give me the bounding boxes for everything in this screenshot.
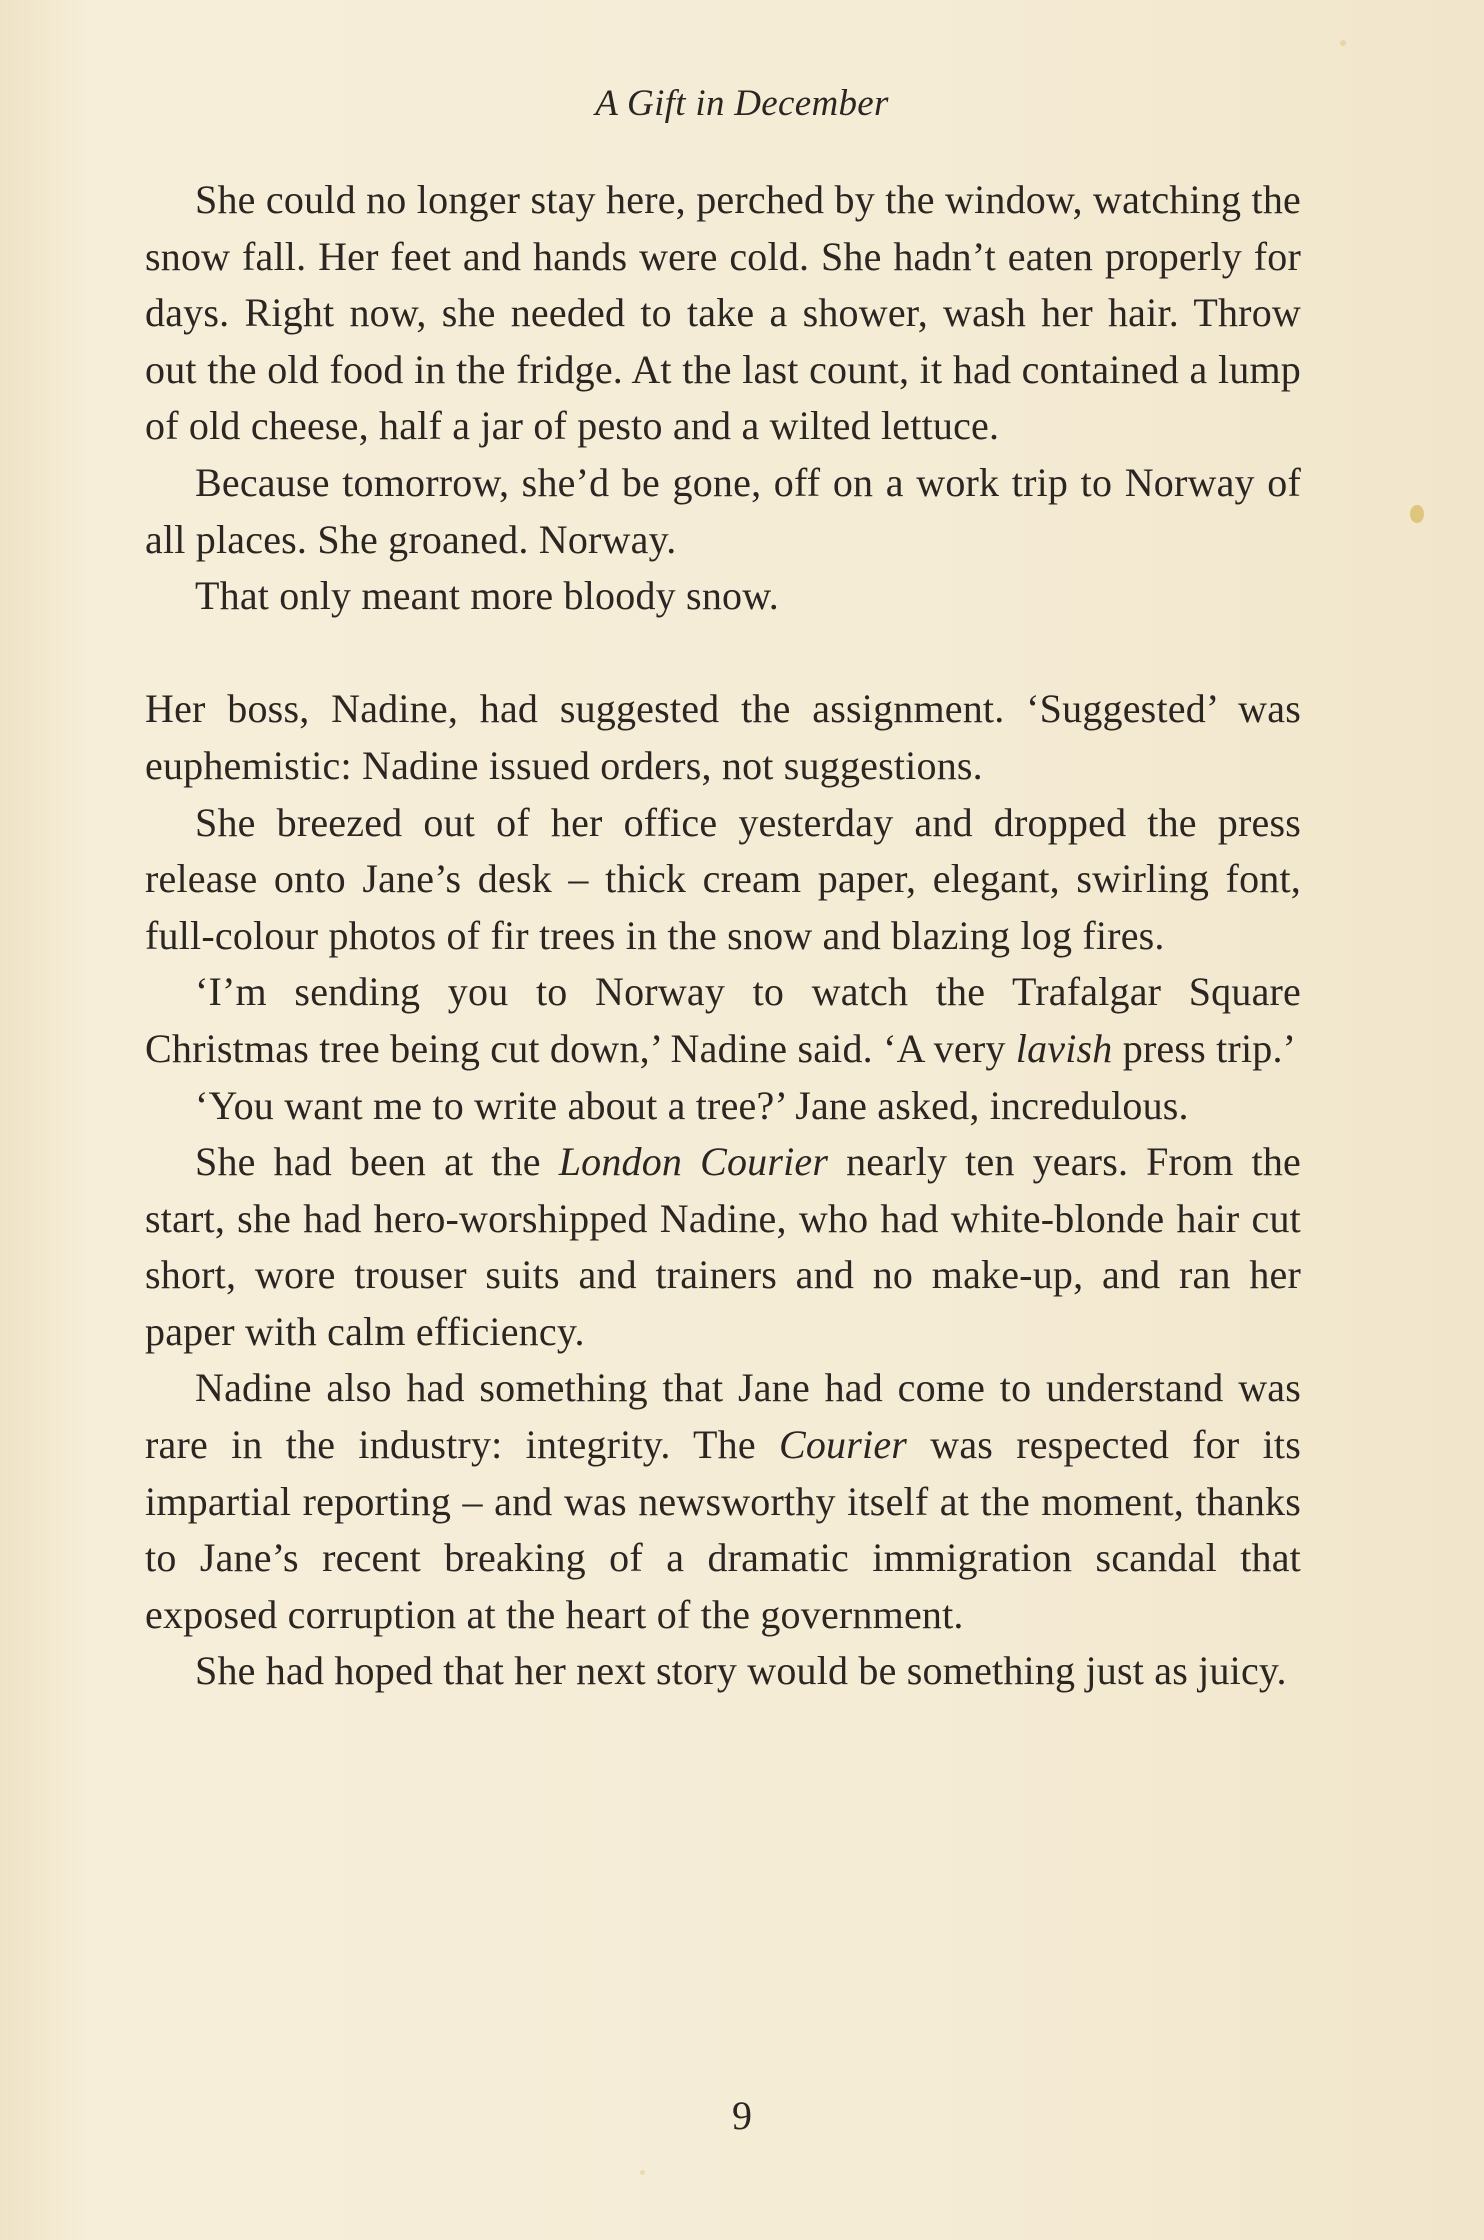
paragraph-6-text-a: ‘I’m sending you to Norway to watch the Trafalgar Square Christmas tree being cut down,’ Nadine said. ‘A very xyxy=(145,969,1301,1071)
paper-speck xyxy=(1410,505,1424,523)
paper-speck xyxy=(1340,40,1346,46)
paragraph-8-text-a: She had been at the xyxy=(195,1139,559,1185)
paragraph-8-text-b: nearly ten years. From the start, she had hero-worshipped Nadine, who had white-blonde hair cut short, wore trouser suits and trainers and no make-up, and ran her paper with calm efficiency. xyxy=(145,1139,1301,1354)
paragraph-8-italic: London Courier xyxy=(558,1139,829,1185)
paragraph-9 xyxy=(145,1360,1301,1643)
paragraph-10: She had hoped that her next story would be something just as juicy. xyxy=(195,1648,1287,1694)
paragraph-2: Because tomorrow, she’d be gone, off on a work trip to Norway of all places. She groaned. Norway. xyxy=(145,459,1301,562)
paragraph-6-text-b: press trip.’ xyxy=(1112,1025,1297,1071)
paragraph-6-italic: lavish xyxy=(1015,1025,1113,1071)
paragraph-3: That only meant more bloody snow. xyxy=(195,573,779,619)
paper-speck xyxy=(640,2170,645,2175)
page-number: 9 xyxy=(732,2093,752,2138)
paragraph-1: She could no longer stay here, perched by the window, watching the snow fall. Her feet and hands were cold. She hadn’t eaten properly for days. Right now, she needed to take a shower, wash her hair. Throw out the old food in the fridge. At the last count, it had contained a lump of old cheese, half a jar of pesto and a wilted lettuce. xyxy=(145,177,1301,449)
paragraph-4: Her boss, Nadine, had suggested the assignment. ‘Suggested’ was euphemistic: Nadine issued orders, not suggestions. xyxy=(145,686,1301,788)
paragraph-9-italic: Courier xyxy=(778,1422,908,1468)
running-head: A Gift in December xyxy=(595,83,889,124)
paragraph-9-text-b: was respected for its impartial reporting – and was newsworthy itself at the moment, thanks to Jane’s recent breaking of a dramatic immigration scandal that exposed corruption at the heart of the government. xyxy=(145,1422,1301,1637)
paragraph-9-text-a: Nadine also had something that Jane had come to understand was rare in the industry: integrity. The xyxy=(145,1365,1301,1468)
paragraph-8 xyxy=(145,1134,1301,1360)
paragraph-6 xyxy=(145,964,1301,1077)
paragraph-7: ‘You want me to write about a tree?’ Jane asked, incredulous. xyxy=(195,1082,1189,1128)
body-text xyxy=(145,172,1301,1700)
paragraph-5: She breezed out of her office yesterday and dropped the press release onto Jane’s desk – thick cream paper, elegant, swirling font, full-colour photos of fir trees in the snow and blazing log fires. xyxy=(145,799,1301,958)
